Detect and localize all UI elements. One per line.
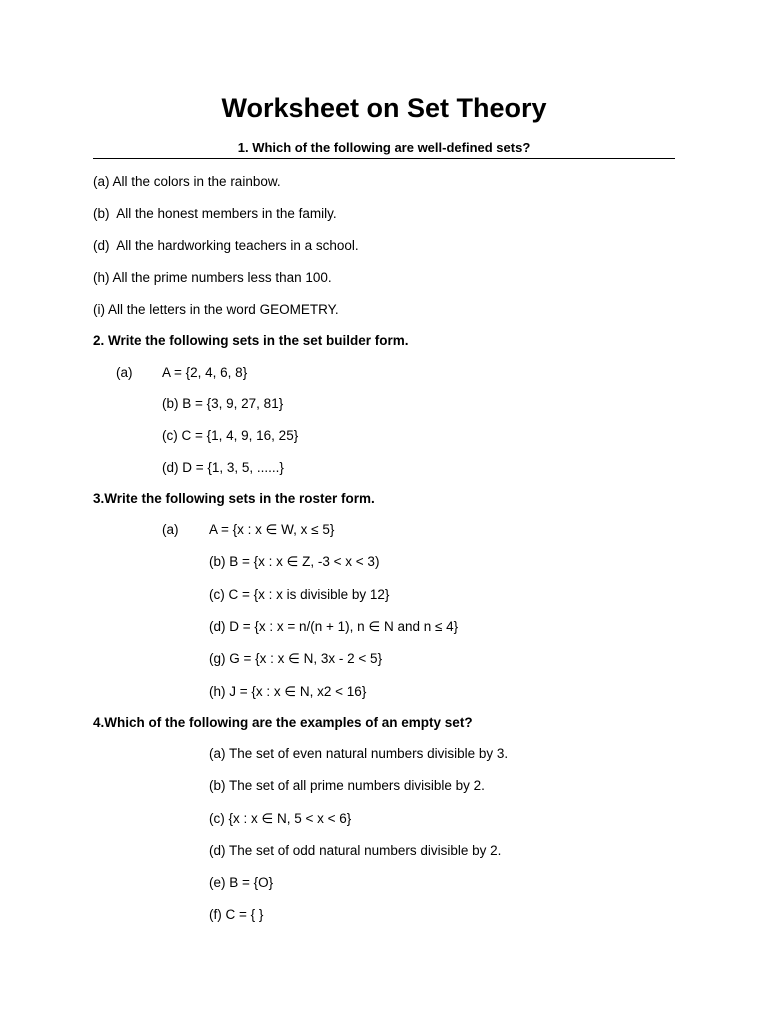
q2-item-b: (b) B = {3, 9, 27, 81} — [162, 396, 284, 411]
worksheet-title: Worksheet on Set Theory — [221, 93, 547, 123]
q2-item-d: (d) D = {1, 3, 5, ......} — [162, 460, 284, 475]
q3-item-b: (b) B = {x : x ∈ Z, -3 < x < 3) — [209, 554, 380, 569]
q1-item-a: (a) All the colors in the rainbow. — [93, 174, 281, 189]
q4-item-f: (f) C = { } — [209, 907, 264, 922]
question-4-heading: 4.Which of the following are the examples of an empty set? — [93, 715, 473, 730]
heading-divider — [93, 158, 675, 159]
q2-item-a-text: A = {2, 4, 6, 8} — [162, 365, 248, 380]
q1-item-d: (d) All the hardworking teachers in a school. — [93, 238, 359, 253]
q2-item-c: (c) C = {1, 4, 9, 16, 25} — [162, 428, 299, 443]
q4-item-a: (a) The set of even natural numbers divisible by 3. — [209, 746, 509, 761]
q3-item-d: (d) D = {x : x = n/(n + 1), n ∈ N and n ≤ 4} — [209, 619, 459, 634]
q4-item-c: (c) {x : x ∈ N, 5 < x < 6} — [209, 811, 352, 826]
q1-item-h: (h) All the prime numbers less than 100. — [93, 270, 332, 285]
q3-item-c: (c) C = {x : x is divisible by 12} — [209, 587, 390, 602]
q1-item-i: (i) All the letters in the word GEOMETRY. — [93, 302, 339, 317]
q4-item-e: (e) B = {O} — [209, 875, 274, 890]
question-1-heading: 1. Which of the following are well-defined sets? — [237, 140, 531, 155]
q4-item-b: (b) The set of all prime numbers divisible by 2. — [209, 778, 485, 793]
question-2-heading: 2. Write the following sets in the set builder form. — [93, 333, 409, 348]
q3-item-g: (g) G = {x : x ∈ N, 3x - 2 < 5} — [209, 651, 383, 666]
q3-item-a-label: (a) — [162, 522, 179, 537]
q2-item-a-label: (a) — [116, 365, 133, 380]
q3-item-h: (h) J = {x : x ∈ N, x2 < 16} — [209, 684, 367, 699]
q1-item-b: (b) All the honest members in the family. — [93, 206, 337, 221]
question-3-heading: 3.Write the following sets in the roster form. — [93, 491, 375, 506]
q4-item-d: (d) The set of odd natural numbers divisible by 2. — [209, 843, 502, 858]
q3-item-a-text: A = {x : x ∈ W, x ≤ 5} — [209, 522, 335, 537]
